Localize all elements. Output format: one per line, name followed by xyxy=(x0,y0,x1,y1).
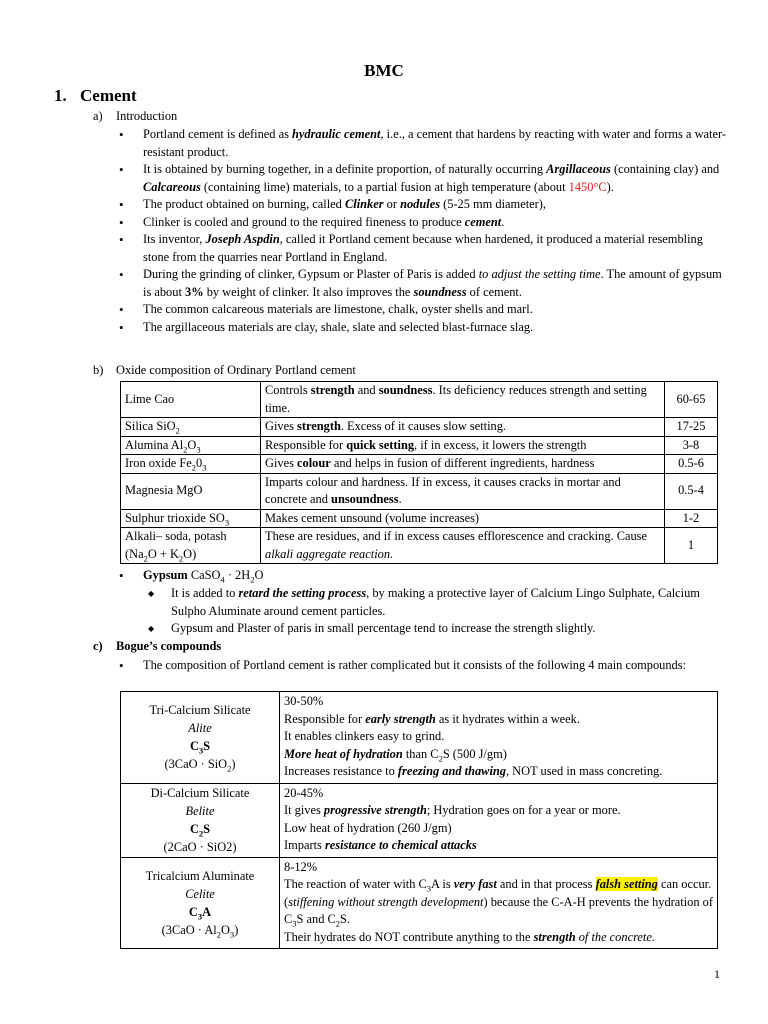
section-title: Cement xyxy=(80,86,137,105)
section-number: 1. xyxy=(54,86,67,105)
oxide-description: Gives strength. Excess of it causes slow setting. xyxy=(261,418,665,437)
subsection-bogue: c) Bogue’s compounds xyxy=(93,639,222,653)
list-item: ◆ It is added to retard the setting process, by making a protective layer of Calcium Lingo Sulphate, Calcium Sulpho Aluminate around cement particles. xyxy=(143,585,729,620)
subsection-title: Oxide composition of Ordinary Portland cement xyxy=(116,363,356,377)
compound-formula: (2CaO · SiO2) xyxy=(163,840,237,854)
compound-symbol: $C_3S$ xyxy=(189,739,211,756)
intro-bullet-list xyxy=(117,126,729,336)
compound-description: 20-45% It gives progressive strength; Hydration goes on for a year or more. Low heat of hydration (260 J/gm) Imparts resistance to chemical attacks xyxy=(280,783,718,857)
highlighted-term: falsh setting xyxy=(595,877,658,891)
compound-name-cell xyxy=(121,692,280,784)
list-item: • The product obtained on burning, called Clinker or nodules (5-25 mm diameter), xyxy=(117,196,729,214)
table-row xyxy=(121,528,718,564)
subsection-title: Introduction xyxy=(116,109,178,123)
oxide-description: Imparts colour and hardness. If in excess, it causes cracks in mortar and concrete and unsoundness. xyxy=(261,473,665,509)
oxide-name: Magnesia MgO xyxy=(121,473,261,509)
oxide-percentage: 3-8 xyxy=(665,436,718,455)
compound-name: Tricalcium Aluminate xyxy=(145,868,255,883)
compound-alias: Alite xyxy=(188,721,212,736)
oxide-percentage: 17-25 xyxy=(665,418,718,437)
list-item: • The common calcareous materials are limestone, chalk, oyster shells and marl. xyxy=(117,301,729,319)
compound-formula: (3CaO · SiO$_2$) xyxy=(164,757,236,774)
list-item: • The argillaceous materials are clay, shale, slate and selected blast-furnace slag. xyxy=(117,319,729,337)
bogue-bullet xyxy=(117,657,729,675)
document-title: BMC xyxy=(364,61,404,80)
compound-name: Di-Calcium Silicate xyxy=(150,786,250,800)
compound-name-cell xyxy=(121,783,280,857)
subsection-introduction: a) Introduction xyxy=(93,109,178,123)
compound-description: 30-50% Responsible for early strength as it hydrates within a week. It enables clinkers easy to grind. More heat of hydration than $C_2S$ (500 J/gm) Increases resistance to freezing and thawing, NOT used in mass concreting. xyxy=(280,692,718,784)
table-row xyxy=(121,473,718,509)
table-row xyxy=(121,692,718,784)
list-item: • Clinker is cooled and ground to the required fineness to produce cement. xyxy=(117,214,729,232)
compound-formula: $(3CaO \cdot Al_2O_3)$ xyxy=(161,922,239,940)
oxide-name: Alumina $Al_2O_3$ xyxy=(121,436,261,455)
oxide-name: Silica SiO$_2$ xyxy=(121,418,261,437)
oxide-percentage: 0.5-4 xyxy=(665,473,718,509)
oxide-percentage: 0.5-6 xyxy=(665,455,718,474)
oxide-composition-table xyxy=(120,381,718,564)
oxide-description: Controls strength and soundness. Its deficiency reduces strength and setting time. xyxy=(261,382,665,418)
oxide-percentage: 60-65 xyxy=(665,382,718,418)
table-row xyxy=(121,783,718,857)
table-row xyxy=(121,382,718,418)
list-item: • During the grinding of clinker, Gypsum or Plaster of Paris is added to adjust the setting time. The amount of gypsum is about 3% by weight of clinker. It also improves the soundness of cement. xyxy=(117,266,729,301)
oxide-percentage: 1-2 xyxy=(665,509,718,528)
oxide-name: Alkali– soda, potash $(Na_2O + K_2O)$ xyxy=(121,528,261,564)
table-row xyxy=(121,418,718,437)
table-row xyxy=(121,455,718,474)
list-item: • It is obtained by burning together, in a definite proportion, of naturally occurring Argillaceous (containing clay) and Calcareous (containing lime) materials, to a partial fusion at high temperature (about 1450°C). xyxy=(117,161,729,196)
list-item: ◆ Gypsum and Plaster of paris in small percentage tend to increase the strength slightly. xyxy=(143,620,729,638)
subsection-oxide: b) Oxide composition of Ordinary Portland cement xyxy=(93,363,356,377)
oxide-name: Sulphur trioxide $SO_3$ xyxy=(121,509,261,528)
compound-alias: Celite xyxy=(185,886,215,901)
compound-name-cell xyxy=(121,857,280,949)
table-row xyxy=(121,436,718,455)
oxide-description: Gives colour and helps in fusion of different ingredients, hardness xyxy=(261,455,665,474)
subsection-title: Bogue’s compounds xyxy=(116,639,222,653)
compound-symbol: $C_2S$ xyxy=(189,822,211,839)
oxide-name: Lime Cao xyxy=(121,382,261,418)
table-row xyxy=(121,509,718,528)
list-item: • The composition of Portland cement is rather complicated but it consists of the following 4 main compounds: xyxy=(117,657,729,675)
oxide-description: Responsible for quick setting, if in excess, it lowers the strength xyxy=(261,436,665,455)
section-heading xyxy=(54,87,137,105)
page-number: 1 xyxy=(714,967,720,981)
list-item: • Portland cement is defined as hydraulic cement, i.e., a cement that hardens by reacting with water and forms a water-resistant product. xyxy=(117,126,729,161)
oxide-description: These are residues, and if in excess causes efflorescence and cracking. Cause alkali aggregate reaction. xyxy=(261,528,665,564)
list-item: • Its inventor, Joseph Aspdin, called it Portland cement because when hardened, it produced a material resembling stone from the quarries near Portland in England. xyxy=(117,231,729,266)
compound-alias: Belite xyxy=(185,804,215,818)
oxide-description: Makes cement unsound (volume increases) xyxy=(261,509,665,528)
oxide-percentage: 1 xyxy=(665,528,718,564)
list-item: • Gypsum CaSO$_4$ · $2H_2O$ xyxy=(117,567,729,585)
compound-name: Tri-Calcium Silicate xyxy=(149,703,251,718)
compound-description: 8-12% The reaction of water with $C_3A$ is very fast and in that process falsh setting can occur. (stiffening without strength development) because the C-A-H prevents the hydration of $C_3S$ and $C_2S$. Their hydrates do NOT contribute anything to the strength of the concrete. xyxy=(280,857,718,949)
gypsum-sub-list xyxy=(143,585,729,638)
table-row xyxy=(121,857,718,949)
bogue-compounds-table xyxy=(120,691,718,949)
compound-symbol: $C_3A$ xyxy=(188,904,212,922)
temperature-value: 1450°C xyxy=(568,179,607,194)
gypsum-bullet xyxy=(117,567,729,585)
oxide-name: Iron oxide $Fe_20_3$ xyxy=(121,455,261,474)
